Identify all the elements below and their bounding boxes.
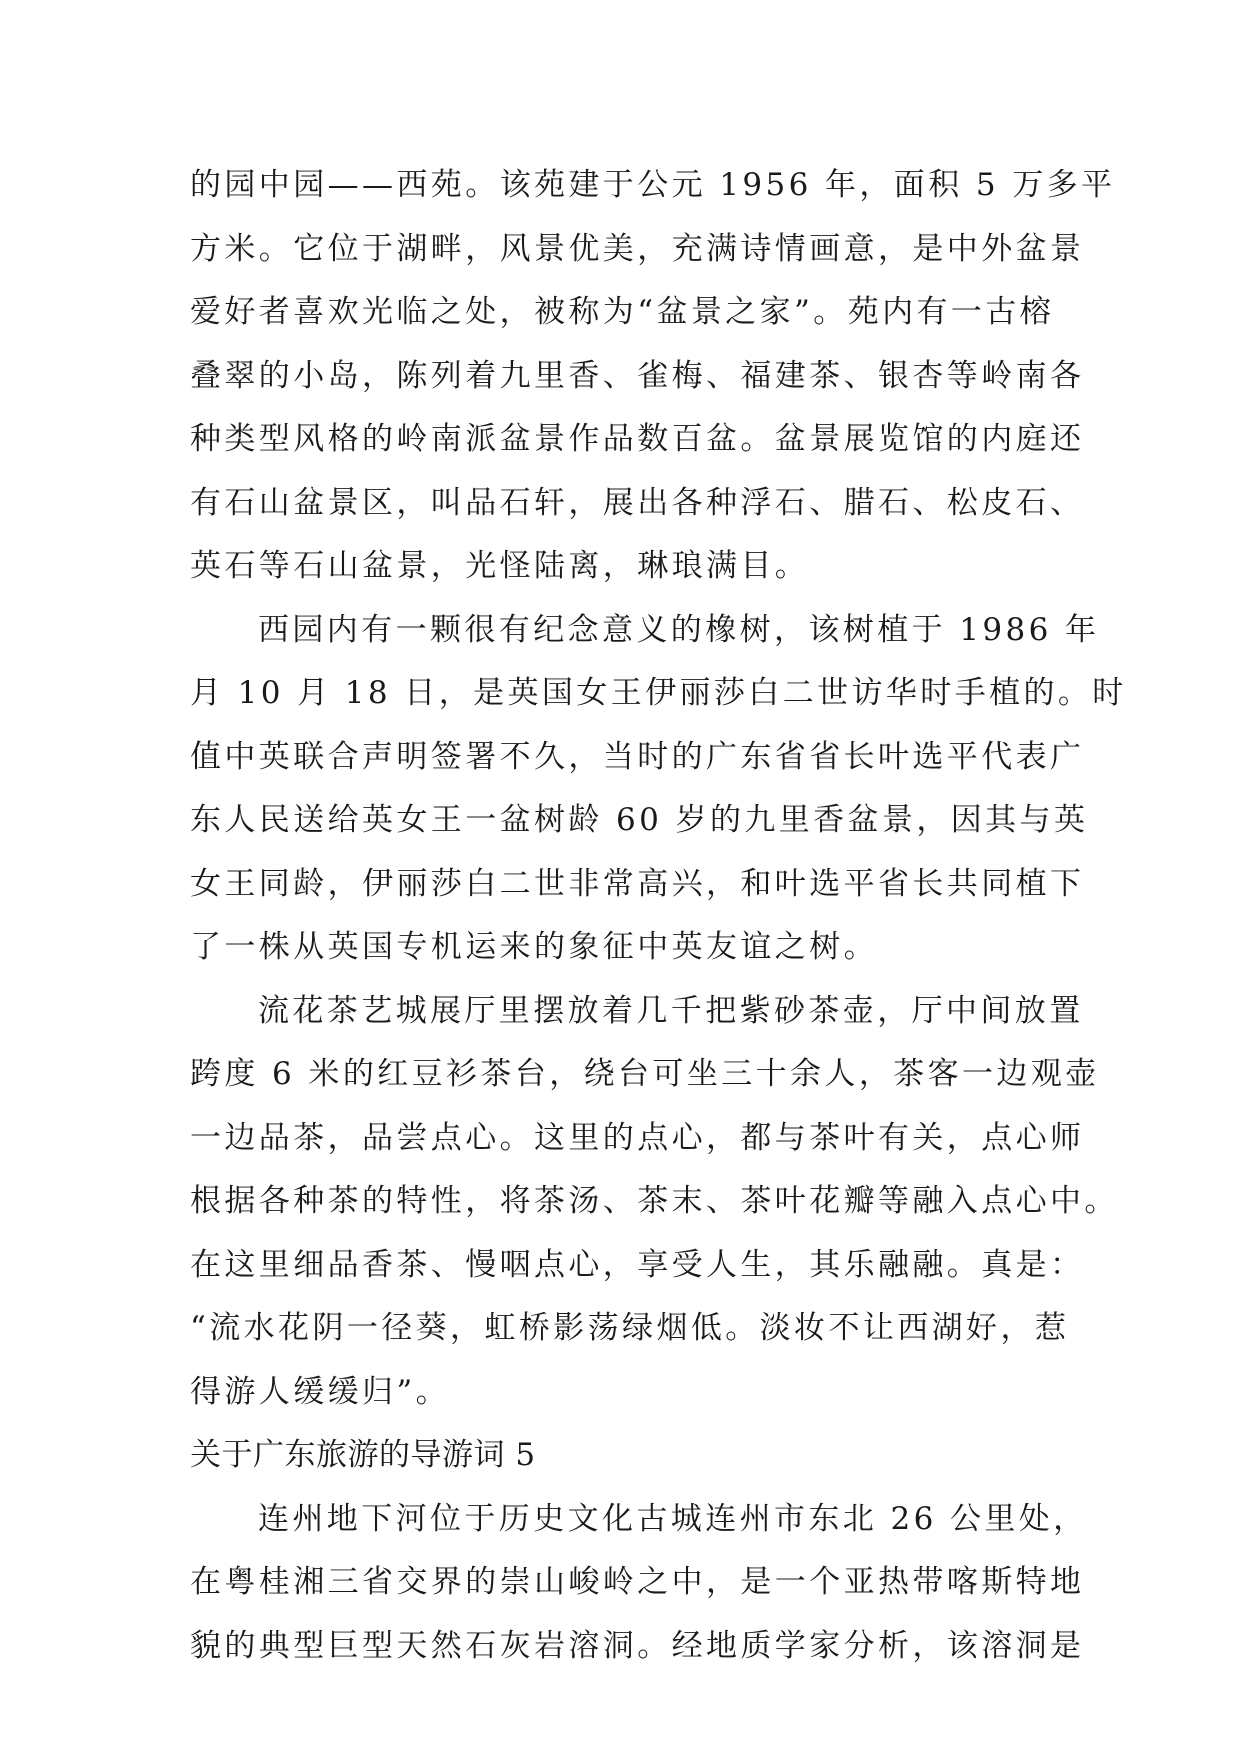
section-heading: 关于广东旅游的导游词 5: [190, 1437, 536, 1473]
text-line: 连州地下河位于历史文化古城连州市东北 26 公里处，: [258, 1500, 1088, 1537]
text-line: 叠翠的小岛，陈列着九里香、雀梅、福建茶、银杏等岭南各: [190, 357, 1085, 394]
text-line: 得游人缓缓归”。: [190, 1373, 451, 1410]
paragraph-tea-city: [190, 980, 1119, 1425]
paragraph-oak-tree: [190, 599, 1127, 980]
text-line: 东人民送给英女王一盆树龄 60 岁的九里香盆景，因其与英: [190, 802, 1089, 838]
text-line: 西园内有一颗很有纪念意义的橡树，该树植于 1986 年: [258, 611, 1100, 648]
text-line: 爱好者喜欢光临之处，被称为“盆景之家”。苑内有一古榕: [190, 294, 1055, 330]
text-line: 了一株从英国专机运来的象征中英友谊之树。: [190, 929, 878, 965]
text-line: 根据各种茶的特性，将茶汤、茶末、茶叶花瓣等融入点心中。: [190, 1183, 1119, 1219]
text-line: 的园中园——西苑。该苑建于公元 1956 年，面积 5 万多平: [190, 167, 1116, 203]
text-line: 英石等石山盆景，光怪陆离，琳琅满目。: [190, 548, 810, 584]
text-line: 貌的典型巨型天然石灰岩溶洞。经地质学家分析，该溶洞是: [190, 1627, 1085, 1664]
text-line: “流水花阴一径葵，虹桥影荡绿烟低。淡妆不让西湖好，惹: [190, 1310, 1070, 1346]
text-line: 在粤桂湘三省交界的崇山峻岭之中，是一个亚热带喀斯特地: [190, 1564, 1085, 1600]
text-line: 方米。它位于湖畔，风景优美，充满诗情画意，是中外盆景: [190, 230, 1085, 267]
text-line: 女王同龄，伊丽莎白二世非常高兴，和叶选平省长共同植下: [190, 865, 1085, 902]
text-line: 在这里细品香茶、慢咽点心，享受人生，其乐融融。真是：: [190, 1246, 1085, 1283]
text-line: 一边品茶，品尝点心。这里的点心，都与茶叶有关，点心师: [190, 1119, 1085, 1156]
body-text: [190, 154, 1127, 1678]
text-line: 流花茶艺城展厅里摆放着几千把紫砂茶壶，厅中间放置: [258, 992, 1084, 1029]
text-line: 跨度 6 米的红豆衫茶台，绕台可坐三十余人，茶客一边观壶: [190, 1056, 1100, 1092]
text-line: 种类型风格的岭南派盆景作品数百盆。盆景展览馆的内庭还: [190, 421, 1085, 457]
text-line: 有石山盆景区，叫品石轩，展出各种浮石、腊石、松皮石、: [190, 484, 1085, 521]
paragraph-lianzhou: [190, 1488, 1088, 1679]
text-line: 值中英联合声明签署不久，当时的广东省省长叶选平代表广: [190, 738, 1085, 775]
text-line: 月 10 月 18 日，是英国女王伊丽莎白二世访华时手植的。时: [190, 675, 1127, 711]
paragraph-xiyuan: [190, 154, 1116, 599]
